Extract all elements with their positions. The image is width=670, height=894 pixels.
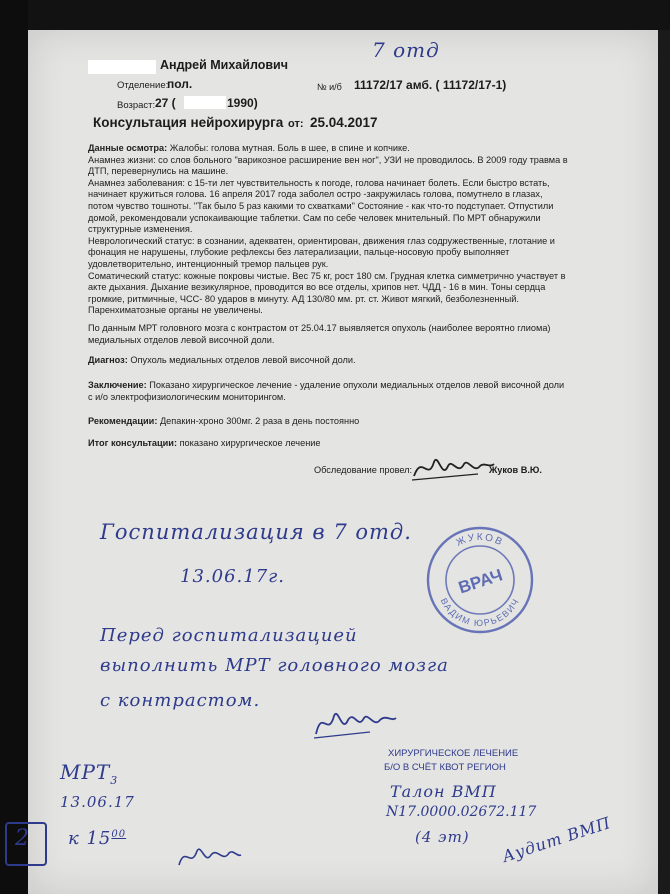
recommendations-block <box>88 416 568 428</box>
handwritten-instruction-1: Перед госпитализацией <box>100 625 358 646</box>
examination-block <box>88 143 568 317</box>
handwritten-box-number: 2 <box>15 826 30 851</box>
handwritten-department-note: 7 отд <box>372 38 440 62</box>
age-label: Возраст: <box>117 100 156 111</box>
handwritten-right-note: Аудит ВМП <box>499 812 614 867</box>
result-label: Итог консультации: <box>88 438 177 448</box>
record-number: 11172/17 амб. ( 11172/17-1) <box>354 78 507 92</box>
conclusion-text: Показано хирургическое лечение - удаление опухоли медиальных отделов левой височной доли с и/о электрофизиологическим мониторингом. <box>88 380 565 402</box>
printed-quota-note: Б/О В СЧЁТ КВОТ РЕГИОН <box>384 762 506 773</box>
handwritten-talon-title: Талон ВМП <box>390 782 497 801</box>
handwritten-instruction-2: выполнить МРТ головного мозга <box>100 655 449 676</box>
doctor-signature-drawing <box>408 448 498 488</box>
somatic-status: Соматический статус: кожные покровы чистые. Вес 75 кг, рост 180 см. Грудная клетка симметрично участвует в акте дыхания. Дыхание везикулярное, проводится во все отделы, хрипов нет. ЧДД - 16 в мин. Тоны сердца громкие, ритмичные, ЧСС- 80 ударов в минуту. АД 130/80 мм. рт. ст. Живот мягкий, безболезненный. Паренхиматозные органы не увеличены. <box>88 270 566 316</box>
complaints-text: Жалобы: голова мутная. Боль в шее, в спине и копчике. <box>169 143 410 153</box>
redacted-surname <box>88 60 156 74</box>
handwritten-talon-number: N17.0000.02672.117 <box>386 804 537 820</box>
record-label: № и/б <box>317 82 342 92</box>
handwritten-hospitalization-date: 13.06.17г. <box>180 566 285 587</box>
recommendations-text: Депакин-хроно 300мг. 2 раза в день постоянно <box>159 416 360 426</box>
patient-name: Андрей Михайлович <box>160 58 288 72</box>
doctor-name: Жуков В.Ю. <box>489 465 542 475</box>
result-text: показано хирургическое лечение <box>179 438 321 448</box>
anamnesis-disease: Анамнез заболевания: с 15-ти лет чувствительность к погоде, голова начинает болеть. Если быстро встать, начинает кружиться голова. 16 апреля 2017 года заболел остро -закружилась голова, помутнело в глазах, потом чувство тошноты. "Так было 5 раз какими то схватками" Состояние - как что-то подступает. Отпустили домой, рекомендовали успокаивающие таблетки. Сам по себе человек мнительный. По МРТ обнаружили структурные изменения. <box>88 177 554 235</box>
stamp-top-text: ЖУКОВ <box>454 531 506 549</box>
handwritten-hospitalization: Госпитализация в 7 отд. <box>100 520 412 544</box>
mri-finding: По данным МРТ головного мозга с контрастом от 25.04.17 выявляется опухоль (наиболее вероятно глиома) медиальных отделов левой височной доли. <box>88 323 551 345</box>
department-value: пол. <box>167 77 193 91</box>
conclusion-label: Заключение: <box>88 380 147 390</box>
printed-surgery-note: ХИРУРГИЧЕСКОЕ ЛЕЧЕНИЕ <box>388 748 519 759</box>
conclusion-block <box>88 380 568 403</box>
page-title: Консультация нейрохирурга <box>93 115 284 130</box>
birth-year: 1990) <box>227 96 258 110</box>
handwritten-instruction-3: с контрастом. <box>100 690 261 711</box>
handwritten-floor-note: (4 эт) <box>415 828 470 846</box>
title-date-prefix: от: <box>288 118 304 130</box>
scan-top-edge <box>0 0 670 30</box>
recommendations-label: Рекомендации: <box>88 416 158 426</box>
diagnosis-label: Диагноз: <box>88 355 128 365</box>
handwritten-mri-date: 13.06.17 <box>60 793 135 811</box>
complaints-label: Данные осмотра: <box>88 143 168 153</box>
stamp-bottom-text: ВАДИМ ЮРЬЕВИЧ <box>438 596 522 629</box>
doctor-stamp <box>425 525 535 635</box>
scan-left-edge <box>0 0 28 894</box>
department-label: Отделение: <box>117 80 169 91</box>
anamnesis-life: Анамнез жизни: со слов больного "варикозное расширение вен ног", УЗИ не проводилось. В 2009 году травма в ДТП, перевернулись на машине. <box>88 154 568 177</box>
diagnosis-text: Опухоль медиальных отделов левой височной доли. <box>130 355 356 365</box>
signature-label: Обследование провел: <box>314 465 413 475</box>
diagnosis-block <box>88 355 568 367</box>
handwritten-signature-drawing <box>310 700 400 744</box>
neurological-status: Неврологический статус: в сознании, адекватен, ориентирован, движения глаз содружественные, глотание и фонация не нарушены, глубокие рефлексы без латерализации, пальце-носовую пробу выполняет удовлетворительно, интенционный тремор пальцев рук. <box>88 235 555 269</box>
handwritten-initials-drawing <box>175 835 245 875</box>
stamp-center-text: ВРАЧ <box>456 565 505 598</box>
age-value: 27 ( <box>155 96 176 110</box>
handwritten-time-note: к $15^{00}$ <box>68 828 127 849</box>
consultation-date: 25.04.2017 <box>310 115 378 130</box>
redacted-birthdate <box>184 96 226 109</box>
handwritten-mri-note: $МРТ_3$ <box>60 760 119 787</box>
